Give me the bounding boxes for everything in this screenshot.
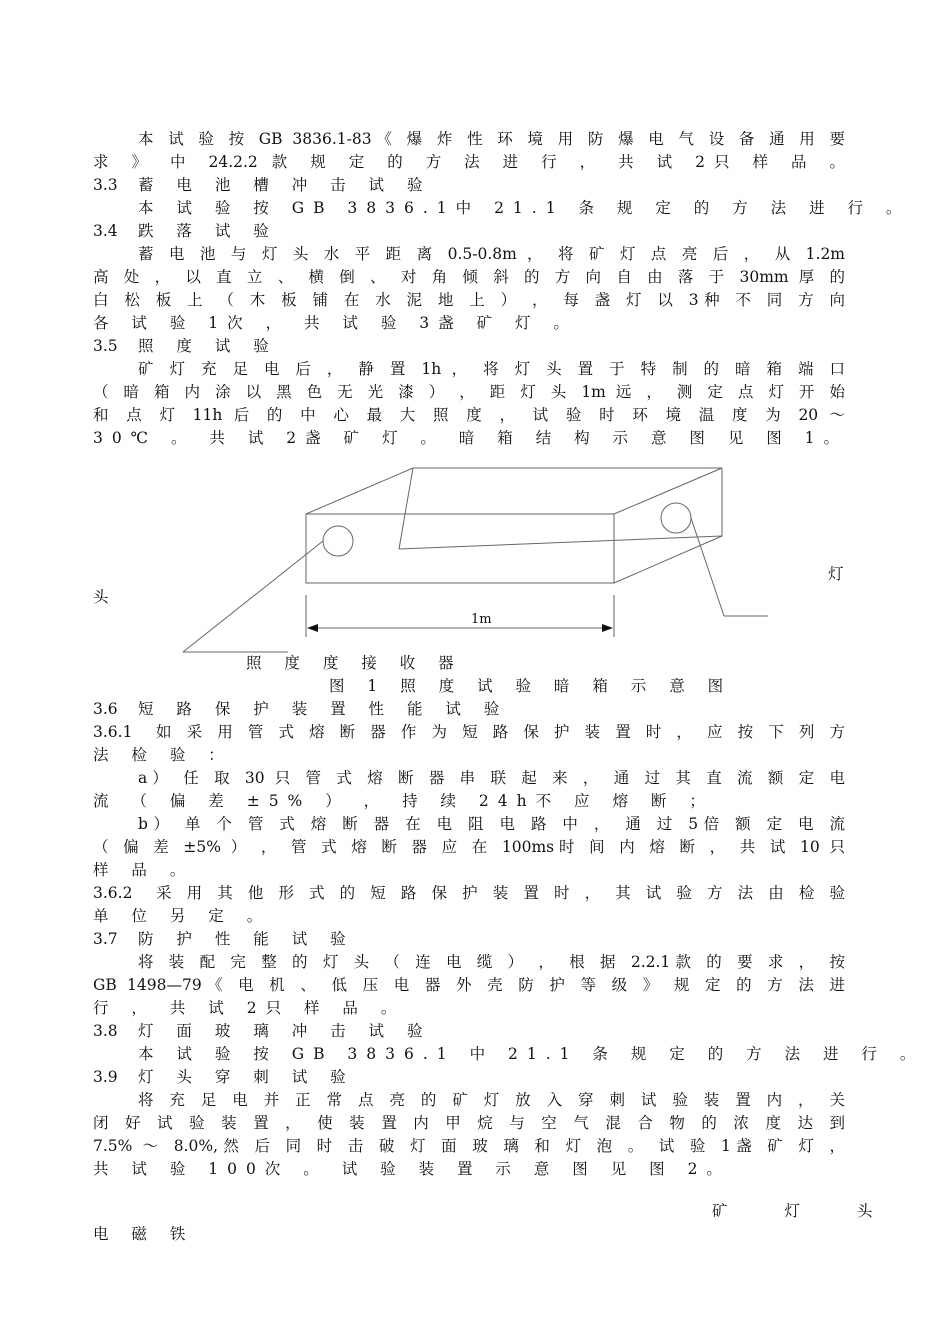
section-number: 3.8 bbox=[93, 1022, 118, 1040]
text-line: 7.5% ～ 8.0%,然 后 同 时 击 破 灯 面 玻 璃 和 灯 泡 。 试 验 1盏 矿 灯 ， bbox=[93, 1137, 845, 1155]
section-number: 3.9 bbox=[93, 1068, 118, 1086]
text-line: 样 品 。 bbox=[93, 861, 195, 879]
text-line: b） 单 个 管 式 熔 断 器 在 电 阻 电 路 中 ， 通 过 5倍 额 定 电 流 bbox=[138, 815, 845, 833]
text-line: 采 用 其 他 形 式 的 短 路 保 护 装 置 时 ， 其 试 验 方 法 由 检 验 bbox=[156, 884, 845, 902]
box-front-face bbox=[306, 514, 614, 583]
text-line: 蓄 电 池 与 灯 头 水 平 距 离 0.5-0.8m ， 将 矿 灯 点 亮 后 ， 从 1.2m bbox=[138, 245, 845, 263]
text-line: 矿 灯 充 足 电 后 ， 静 置 1h ， 将 灯 头 置 于 特 制 的 暗 箱 端 口 bbox=[138, 360, 845, 378]
section-number: 3.4 bbox=[93, 222, 118, 240]
figure-caption: 图 1 照 度 试 验 暗 箱 示 意 图 bbox=[329, 677, 733, 695]
section-title: 灯 面 玻 璃 冲 击 试 验 bbox=[138, 1022, 432, 1040]
dimension-arrow-right bbox=[602, 624, 613, 632]
box-top-face bbox=[306, 468, 722, 514]
section-number: 3.6 bbox=[93, 700, 118, 718]
box-hidden-edge bbox=[399, 536, 722, 549]
text-line: 流 （ 偏 差 ±5% ） ， 持 续 24h不 应 熔 断 ； bbox=[93, 792, 714, 810]
text-line: GB 1498—79《 电 机 、 低 压 电 器 外 壳 防 护 等 级 》 规 定 的 方 法 进 bbox=[93, 976, 845, 994]
text-line: 法 检 验 ： bbox=[93, 746, 233, 764]
lamp-head-circle bbox=[661, 503, 691, 533]
section-number: 3.6.2 bbox=[93, 884, 133, 902]
receiver-circle bbox=[323, 526, 353, 556]
lamp-head-label: 矿 灯 头 bbox=[712, 1202, 899, 1220]
text-line: 和 点 灯 11h 后 的 中 心 最 大 照 度 ， 试 验 时 环 境 温 度 为 20 ～ bbox=[93, 406, 845, 424]
text-line: 高 处 ， 以 直 立 、 横 倒 、 对 角 倾 斜 的 方 向 自 由 落 于 30mm 厚 的 bbox=[93, 268, 845, 286]
dimension-label: 1m bbox=[471, 612, 492, 627]
box-hidden-edge bbox=[399, 468, 413, 549]
lamp-head-label: 头 bbox=[93, 588, 109, 606]
text-line: 30℃ 。 共 试 2盏 矿 灯 。 暗 箱 结 构 示 意 图 见 图 1。 bbox=[93, 429, 849, 447]
text-line: 本 试 验 按 GB 3836.1 中 21.1 条 规 定 的 方 法 进 行 。 bbox=[138, 1045, 925, 1063]
section-title: 照 度 试 验 bbox=[138, 337, 278, 355]
text-line: 各 试 验 1次 ， 共 试 验 3盏 矿 灯 。 bbox=[93, 314, 578, 332]
text-line: 闭 好 试 验 装 置 ， 使 装 置 内 甲 烷 与 空 气 混 合 物 的 浓 度 达 到 bbox=[93, 1114, 845, 1132]
electromagnet-label: 电 磁 铁 bbox=[93, 1225, 195, 1243]
text-line: （ 暗 箱 内 涂 以 黑 色 无 光 漆 ） ， 距 灯 头 1m 远 ， 测 定 点 灯 开 始 bbox=[93, 383, 845, 401]
section-number: 3.7 bbox=[93, 930, 118, 948]
text-line: （ 偏 差 ±5% ） ， 管 式 熔 断 器 应 在 100ms时 间 内 熔 断 ， 共 试 10 只 bbox=[93, 838, 845, 856]
text-line: 单 位 另 定 。 bbox=[93, 907, 272, 925]
text-line: 将 装 配 完 整 的 灯 头 （ 连 电 缆 ） ， 根 据 2.2.1款 的 要 求 ， 按 bbox=[138, 953, 845, 971]
receiver-label: 照 度 度 接 收 器 bbox=[246, 654, 463, 672]
text-line: 如 采 用 管 式 熔 断 器 作 为 短 路 保 护 装 置 时 ， 应 按 下 列 方 bbox=[156, 723, 845, 741]
section-number: 3.5 bbox=[93, 337, 118, 355]
section-title: 防 护 性 能 试 验 bbox=[138, 930, 355, 948]
text-line: 本 试 验 按 GB 3836.1-83《 爆 炸 性 环 境 用 防 爆 电 气 设 备 通 用 要 bbox=[138, 130, 845, 148]
lamp-head-label: 灯 bbox=[828, 565, 844, 583]
section-number: 3.3 bbox=[93, 176, 118, 194]
text-line: 行 ， 共 试 2只 样 品 。 bbox=[93, 999, 406, 1017]
text-line: a） 任 取 30 只 管 式 熔 断 器 串 联 起 来 ， 通 过 其 直 流 额 定 电 bbox=[138, 769, 845, 787]
text-line: 共 试 验 100次 。 试 验 装 置 示 意 图 见 图 2。 bbox=[93, 1160, 731, 1178]
receiver-leader-line bbox=[183, 541, 323, 652]
text-line: 将 充 足 电 并 正 常 点 亮 的 矿 灯 放 入 穿 刺 试 验 装 置 内 ， 关 bbox=[138, 1091, 845, 1109]
text-line: 白 松 板 上 （ 木 板 铺 在 水 泥 地 上 ） ， 每 盏 灯 以 3种 不 同 方 向 bbox=[93, 291, 845, 309]
box-right-face bbox=[614, 468, 722, 583]
lamp-leader-line bbox=[691, 518, 724, 616]
text-line: 求 》 中 24.2.2 款 规 定 的 方 法 进 行 ， 共 试 2只 样 品 。 bbox=[93, 153, 845, 171]
section-title: 灯 头 穿 刺 试 验 bbox=[138, 1068, 355, 1086]
section-title: 短 路 保 护 装 置 性 能 试 验 bbox=[138, 700, 509, 718]
text-line: 本 试 验 按 GB 3836.1中 21.1 条 规 定 的 方 法 进 行 。 bbox=[138, 199, 911, 217]
section-title: 蓄 电 池 槽 冲 击 试 验 bbox=[138, 176, 432, 194]
section-title: 跌 落 试 验 bbox=[138, 222, 278, 240]
section-number: 3.6.1 bbox=[93, 723, 133, 741]
dimension-arrow-left bbox=[307, 624, 318, 632]
